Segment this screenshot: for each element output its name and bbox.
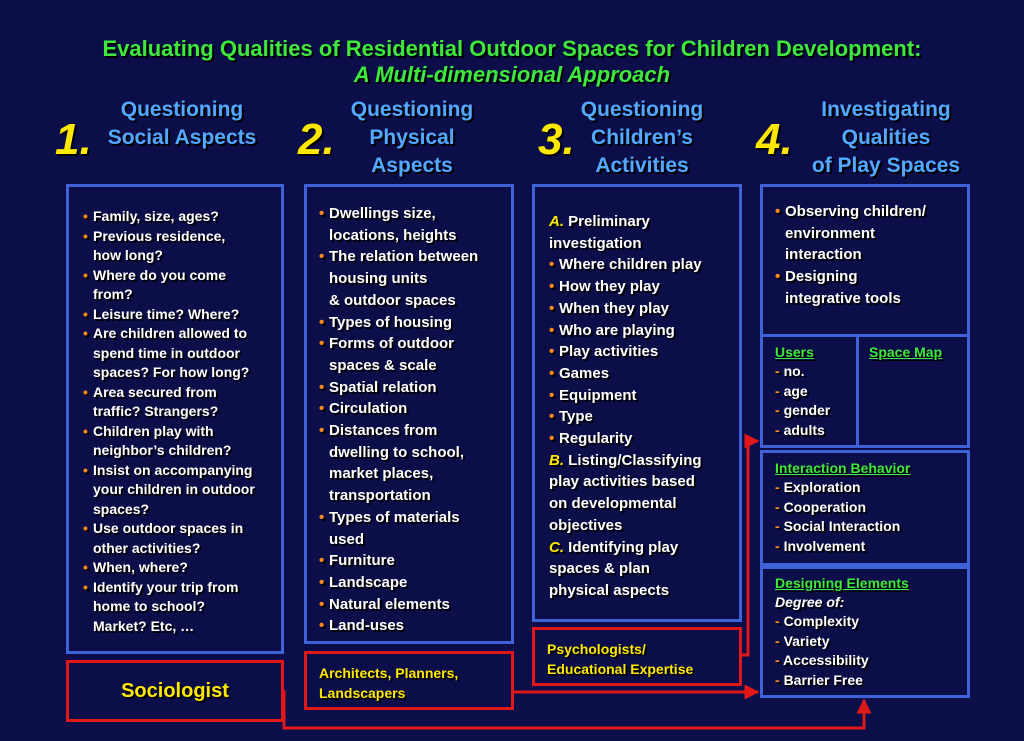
- list-item: • Where do you come from?: [83, 266, 281, 305]
- list-item: • Landscape: [319, 572, 511, 594]
- list-item: • Previous residence, how long?: [83, 227, 281, 266]
- title-line-1: Evaluating Qualities of Residential Outdoor Spaces for Children Development:: [102, 36, 922, 61]
- col3-number: 3.: [538, 115, 575, 164]
- list-item: • Equipment: [549, 385, 739, 407]
- list-item: • Insist on accompanying your children in outdoor spaces?: [83, 461, 281, 520]
- list-item: - Barrier Free: [775, 671, 967, 691]
- list-item: • Types of materials used: [319, 507, 511, 550]
- list-item: • Regularity: [549, 428, 739, 450]
- col2-heading: Questioning Physical Aspects: [350, 98, 474, 177]
- list-item: • How they play: [549, 276, 739, 298]
- users-title: Users: [775, 344, 814, 360]
- psychologists-label: Psychologists/ Educational Expertise: [547, 641, 694, 677]
- list-item: • When, where?: [83, 558, 281, 578]
- list-item: • Games: [549, 363, 739, 385]
- step-a-label: A.: [549, 213, 564, 230]
- list-item: • Observing children/ environment interaction: [775, 201, 967, 266]
- list-item: - no.: [775, 362, 859, 382]
- list-item: • Dwellings size, locations, heights: [319, 203, 511, 246]
- title-line-2: A Multi-dimensional Approach: [353, 62, 671, 87]
- list-item: • Who are playing: [549, 320, 739, 342]
- design-subtitle: Degree of:: [775, 594, 845, 610]
- col1-heading: Questioning Social Aspects: [107, 98, 257, 149]
- list-item: - adults: [775, 421, 859, 441]
- interaction-title: Interaction Behavior: [775, 460, 911, 476]
- list-item: • Natural elements: [319, 594, 511, 616]
- list-item: • Forms of outdoor spaces & scale: [319, 333, 511, 376]
- step-c-text: Identifying play spaces & plan physical aspects: [549, 538, 679, 599]
- list-item: • Type: [549, 406, 739, 428]
- list-item: - Accessibility: [775, 651, 967, 671]
- list-item: • Distances from dwelling to school, market places, transportation: [319, 420, 511, 507]
- list-item: - Social Interaction: [775, 517, 967, 537]
- list-item: • Land-uses: [319, 615, 511, 637]
- list-item: • Children play with neighbor’s children?: [83, 422, 281, 461]
- col2-number: 2.: [298, 115, 335, 164]
- list-item: - Exploration: [775, 478, 967, 498]
- sociologist-arrow: [284, 690, 864, 728]
- step-b-text: Listing/Classifying play activities based on developmental objectives: [549, 451, 702, 534]
- col4-number: 4.: [756, 115, 793, 164]
- list-item: • Designing integrative tools: [775, 266, 967, 309]
- list-item: • Identify your trip from home to school? Market? Etc, …: [83, 578, 281, 637]
- list-item: • Area secured from traffic? Strangers?: [83, 383, 281, 422]
- list-item: • Use outdoor spaces in other activities?: [83, 519, 281, 558]
- design-title: Designing Elements: [775, 575, 909, 591]
- list-item: • Spatial relation: [319, 377, 511, 399]
- list-item: - Involvement: [775, 537, 967, 557]
- step-a-text: Preliminary investigation: [549, 213, 650, 252]
- list-item: • Types of housing: [319, 312, 511, 334]
- col1-number: 1.: [55, 115, 92, 164]
- list-item: - gender: [775, 401, 859, 421]
- step-b-label: B.: [549, 451, 564, 469]
- list-item: - Cooperation: [775, 498, 967, 518]
- architects-label: Architects, Planners, Landscapers: [319, 665, 459, 701]
- col4-heading: Investigating Qualities of Play Spaces: [811, 98, 961, 177]
- list-item: • Furniture: [319, 550, 511, 572]
- psychologists-arrow: [742, 441, 758, 655]
- list-item: • The relation between housing units & outdoor spaces: [319, 246, 511, 311]
- list-item: • When they play: [549, 298, 739, 320]
- step-c-label: C.: [549, 538, 564, 556]
- list-item: • Where children play: [549, 254, 739, 276]
- list-item: • Play activities: [549, 341, 739, 363]
- list-item: - Variety: [775, 632, 967, 652]
- col3-heading: Questioning Children’s Activities: [580, 98, 704, 177]
- list-item: • Circulation: [319, 398, 511, 420]
- list-item: • Family, size, ages?: [83, 207, 281, 227]
- list-item: • Leisure time? Where?: [83, 305, 281, 325]
- space-map-title: Space Map: [869, 344, 943, 360]
- sociologist-label: Sociologist: [121, 679, 229, 702]
- list-item: - Complexity: [775, 612, 967, 632]
- list-item: - age: [775, 382, 859, 402]
- list-item: • Are children allowed to spend time in outdoor spaces? For how long?: [83, 324, 281, 383]
